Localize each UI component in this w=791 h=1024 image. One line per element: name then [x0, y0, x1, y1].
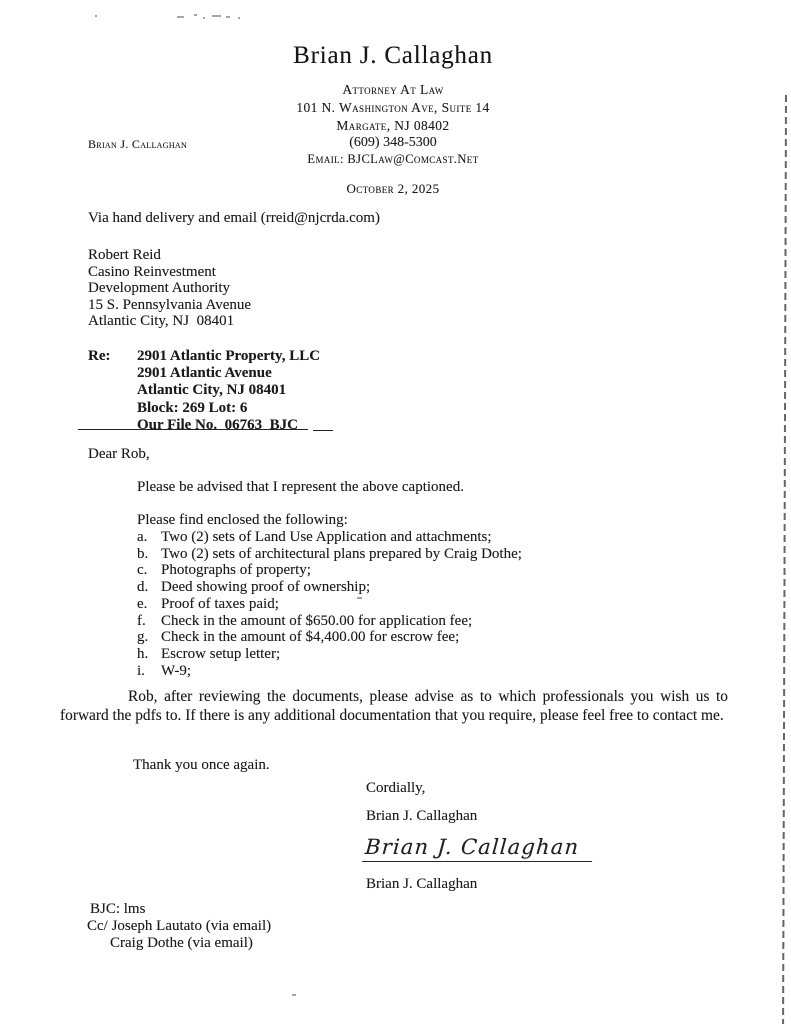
- enclosure-text: Check in the amount of $650.00 for application fee;: [161, 612, 473, 629]
- enclosure-item: [137, 663, 522, 680]
- letterhead-email: Email: BJCLaw@Comcast.Net: [307, 152, 479, 166]
- signature-block: [363, 835, 593, 862]
- valediction: Cordially,: [366, 780, 426, 796]
- scan-speck: [194, 14, 197, 16]
- typed-name-top: Brian J. Callaghan: [366, 808, 478, 824]
- salutation: Dear Rob,: [88, 446, 150, 462]
- enclosure-item: [137, 529, 522, 546]
- body-paragraph-3: Rob, after reviewing the documents, please advise as to which professionals you wish us to forward the pdfs to. If there is any additional documentation that you require, please feel free to contact me.: [60, 688, 728, 724]
- enclosures-intro: Please find enclosed the following:: [137, 512, 348, 528]
- enclosure-text: Two (2) sets of Land Use Application and attachments;: [161, 529, 492, 545]
- body-paragraph-4: Thank you once again.: [133, 757, 270, 773]
- enclosure-item: [137, 629, 522, 646]
- enclosure-letter: g.: [137, 629, 149, 646]
- enclosure-item: [137, 596, 522, 613]
- enclosures-list: [137, 529, 522, 679]
- enclosure-letter: i.: [137, 662, 145, 679]
- scan-speck: [177, 16, 184, 18]
- letterhead-phone: (609) 348-5300: [349, 135, 437, 150]
- letterhead-name: Brian J. Callaghan: [293, 42, 493, 69]
- scan-speck: [203, 17, 205, 19]
- recipient-org-line2: Development Authority: [88, 280, 231, 297]
- re-line-property: 2901 Atlantic Property, LLC: [137, 348, 321, 364]
- body-paragraph-1: Please be advised that I represent the above captioned.: [137, 479, 464, 495]
- recipient-city: Atlantic City, NJ 08401: [88, 313, 235, 330]
- recipient-street: 15 S. Pennsylvania Avenue: [88, 296, 252, 313]
- typist-reference: BJC: lms: [90, 901, 146, 917]
- enclosure-text: Check in the amount of $4,400.00 for escrow fee;: [161, 629, 460, 646]
- letterhead-left-name: Brian J. Callaghan: [88, 137, 188, 151]
- date-line: October 2, 2025: [346, 181, 440, 196]
- enclosure-text: Photographs of property;: [161, 562, 311, 579]
- recipient-address-block: [88, 247, 251, 330]
- letterhead-address-line2: Margate, NJ 08402: [336, 118, 450, 133]
- scan-speck: [212, 15, 221, 17]
- enclosure-text: Deed showing proof of ownership;: [161, 579, 371, 596]
- enclosure-text: Escrow setup letter;: [161, 645, 281, 662]
- enclosure-text: Proof of taxes paid;: [161, 595, 279, 612]
- enclosure-item: [137, 562, 522, 579]
- recipient-org-line1: Casino Reinvestment: [88, 263, 216, 280]
- re-line-street: 2901 Atlantic Avenue: [137, 365, 272, 382]
- re-underline-dash: [313, 430, 333, 431]
- cc-line-2: Craig Dothe (via email): [110, 935, 253, 951]
- re-line-block-lot: Block: 269 Lot: 6: [137, 399, 248, 416]
- enclosure-item: [137, 613, 522, 630]
- enclosure-letter: c.: [137, 562, 148, 579]
- handwritten-signature: Brian J. Callaghan: [362, 835, 594, 862]
- cc-line-1: Cc/ Joseph Lautato (via email): [87, 918, 272, 934]
- recipient-name: Robert Reid: [88, 247, 161, 263]
- enclosure-letter: b.: [137, 545, 149, 562]
- typed-name-bottom: Brian J. Callaghan: [366, 876, 478, 892]
- scan-edge-line: [782, 95, 787, 1024]
- enclosure-letter: e.: [137, 595, 148, 612]
- scan-speck: [226, 16, 230, 18]
- enclosure-item: [137, 546, 522, 563]
- enclosure-letter: h.: [137, 645, 149, 662]
- re-block: [137, 348, 320, 434]
- re-label: Re:: [88, 348, 111, 364]
- scan-speck: [238, 17, 240, 19]
- enclosure-letter: d.: [137, 579, 149, 596]
- scan-speck: [292, 994, 296, 996]
- enclosure-text: W-9;: [161, 662, 191, 679]
- re-underline: [78, 429, 308, 430]
- letterhead-title: Attorney At Law: [342, 82, 444, 97]
- re-line-file-no: Our File No. 06763 BJC: [137, 416, 298, 433]
- enclosure-letter: a.: [137, 529, 148, 545]
- enclosure-item: [137, 646, 522, 663]
- delivery-method-line: Via hand delivery and email (rreid@njcrda.com): [88, 210, 380, 226]
- enclosure-letter: f.: [137, 612, 146, 629]
- re-line-city: Atlantic City, NJ 08401: [137, 382, 287, 399]
- enclosure-item: [137, 579, 522, 596]
- letterhead-address-line1: 101 N. Washington Ave, Suite 14: [296, 100, 490, 115]
- scan-speck: [95, 15, 97, 17]
- enclosure-text: Two (2) sets of architectural plans prepared by Craig Dothe;: [161, 545, 522, 562]
